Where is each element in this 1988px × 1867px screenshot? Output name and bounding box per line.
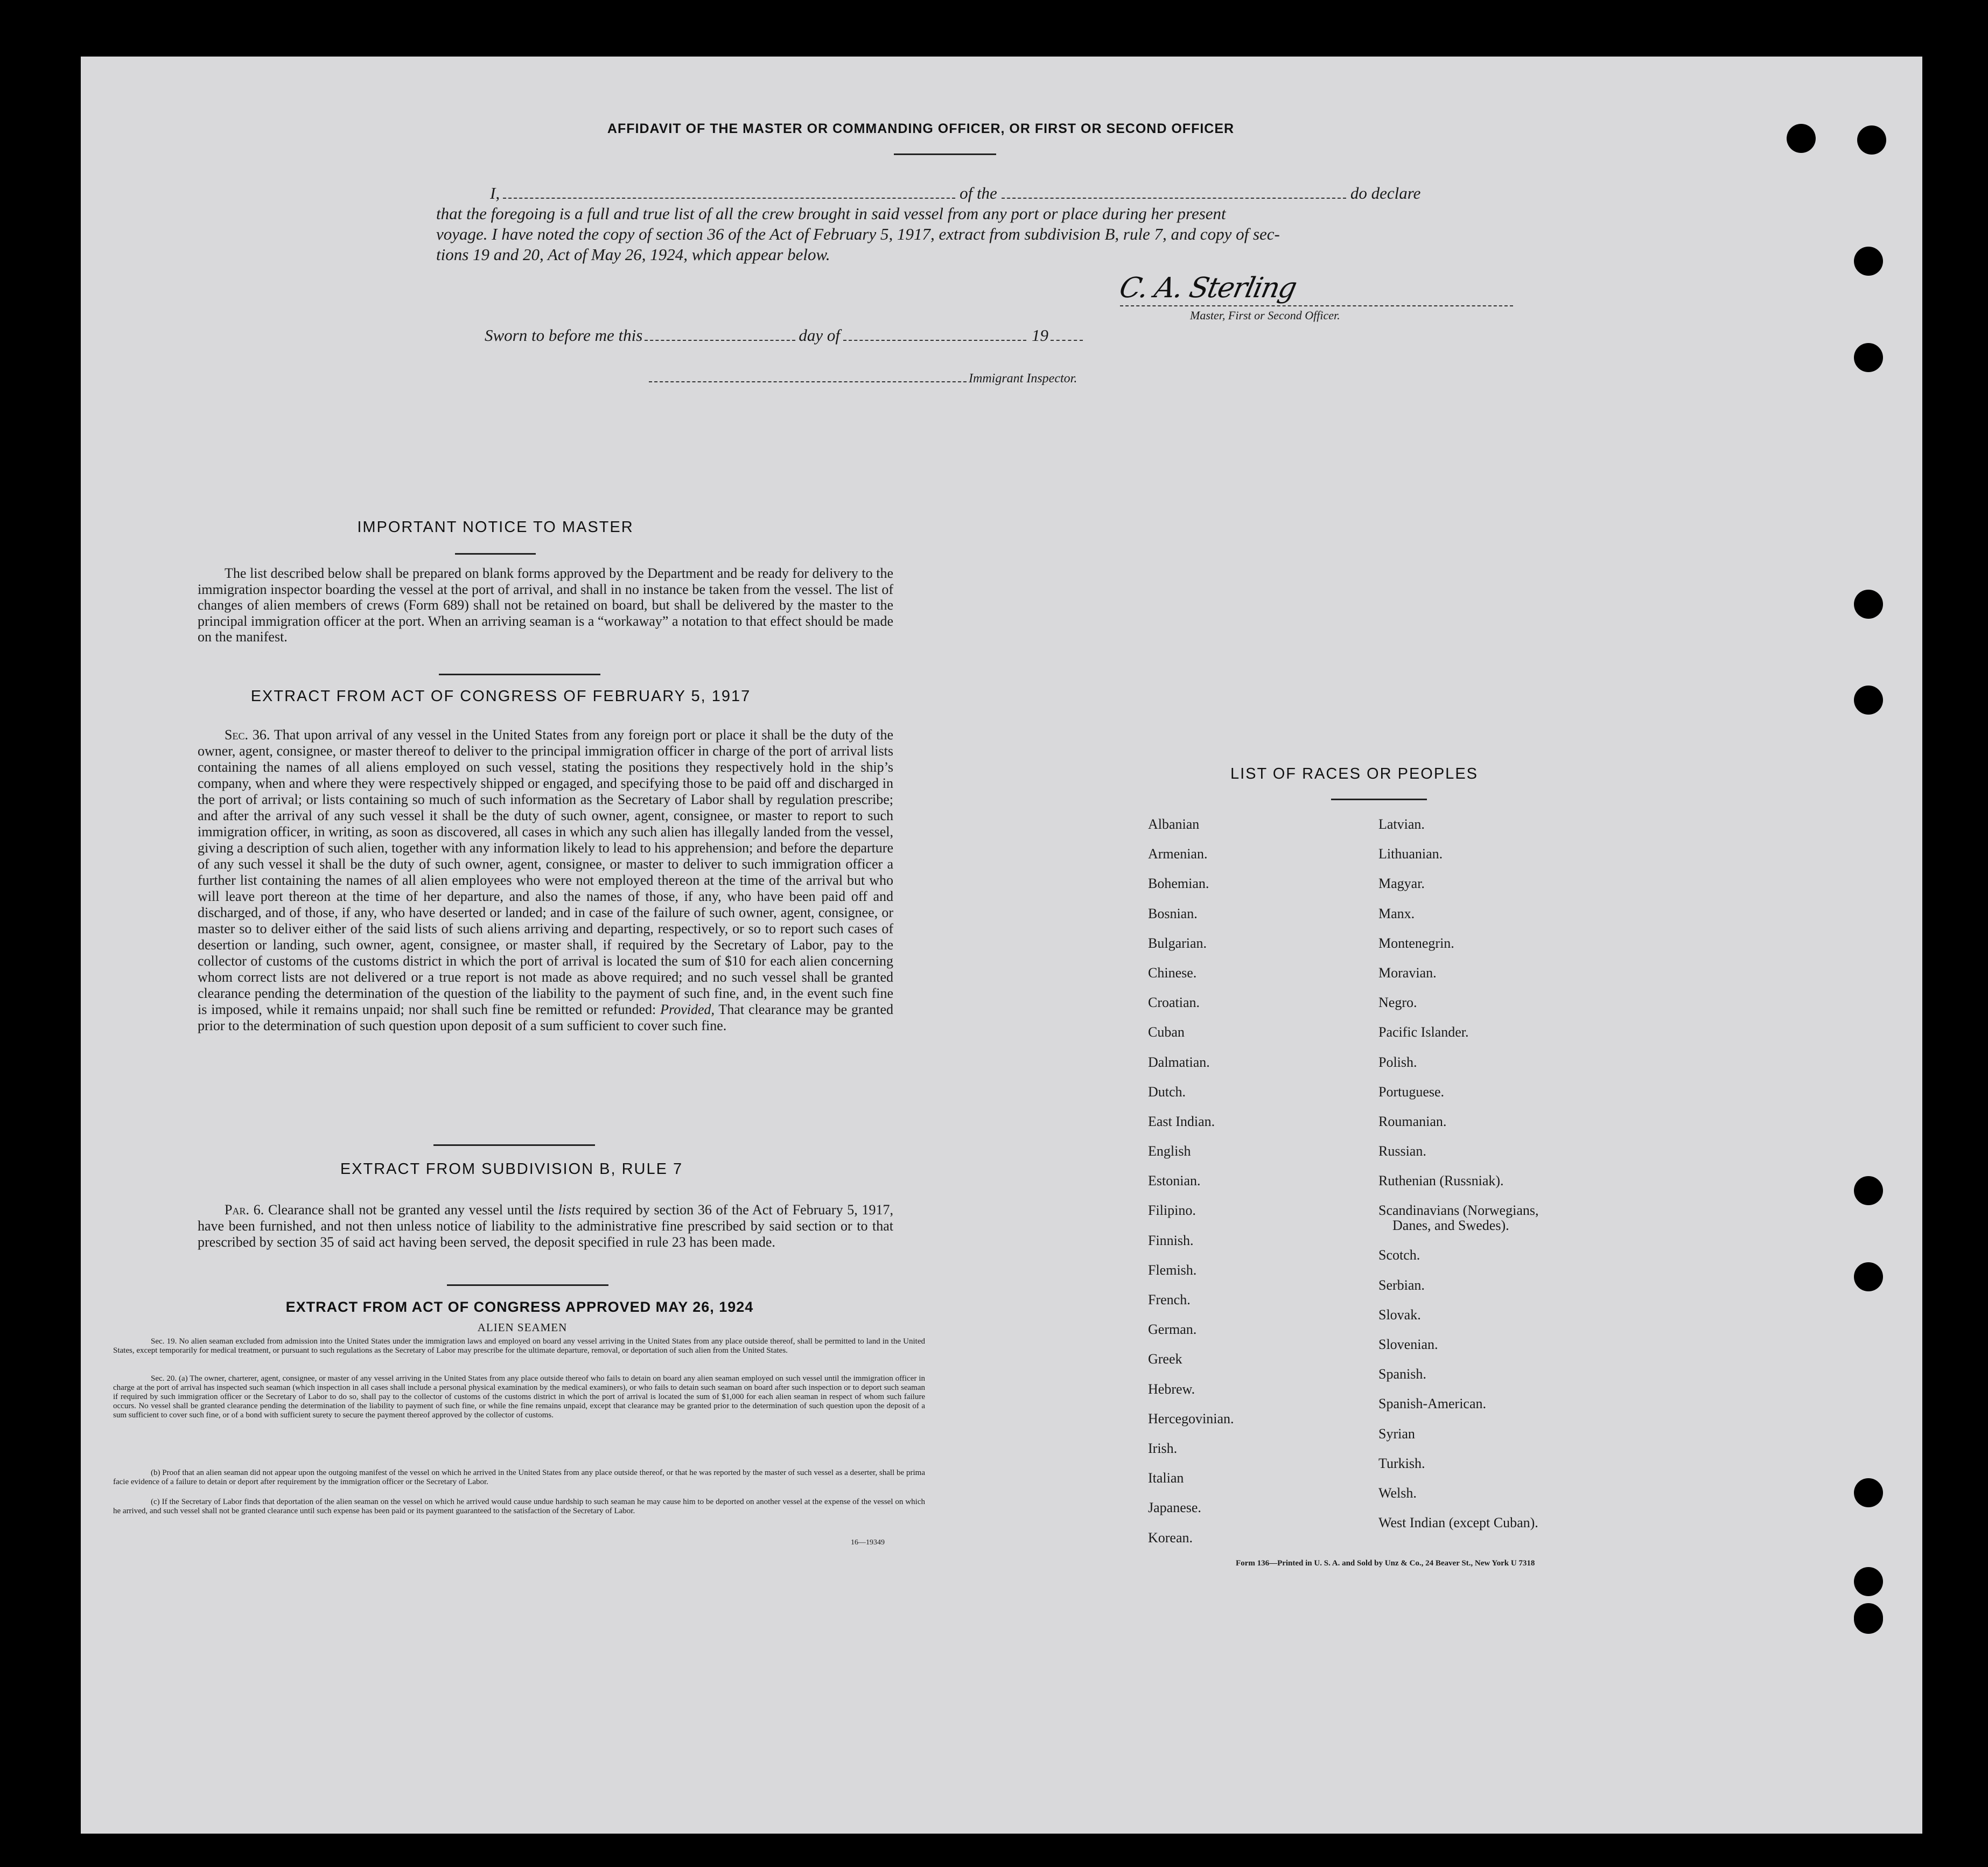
race-item: Negro. — [1378, 995, 1417, 1011]
race-item: English — [1148, 1143, 1191, 1159]
divider — [447, 1284, 608, 1286]
punch-hole — [1854, 343, 1883, 372]
affidavit-i: I, — [490, 184, 500, 202]
sec-36-text-end: That clearance may be granted prior to the determination of such question upon deposit of a sum sufficient to cover such fine. — [198, 1002, 893, 1033]
race-item: Scandinavians (Norwegians, — [1378, 1202, 1539, 1219]
race-item: West Indian (except Cuban). — [1378, 1515, 1538, 1531]
name-blank — [503, 198, 955, 199]
race-item: Pacific Islander. — [1378, 1024, 1469, 1040]
race-item: Finnish. — [1148, 1232, 1194, 1248]
affidavit-title: AFFIDAVIT OF THE MASTER OR COMMANDING OFFICER, OR FIRST OR SECOND OFFICER — [607, 121, 1235, 136]
race-item: Syrian — [1378, 1425, 1415, 1442]
vessel-blank — [1002, 198, 1346, 199]
race-item: Slovenian. — [1378, 1337, 1438, 1352]
race-item: Serbian. — [1378, 1277, 1425, 1293]
extract-1917-body — [198, 727, 893, 1034]
race-item: Latvian. — [1378, 816, 1425, 832]
race-item: Hebrew. — [1148, 1381, 1195, 1397]
race-item: Greek — [1148, 1351, 1182, 1367]
inspector-label: Immigrant Inspector. — [969, 372, 1077, 386]
day-of-text: day of — [799, 326, 840, 345]
punch-hole — [1854, 1176, 1883, 1205]
divider — [1331, 799, 1427, 800]
punch-hole — [1854, 686, 1883, 715]
signature: C. A. Sterling — [1116, 272, 1299, 304]
race-item: Chinese. — [1148, 964, 1197, 981]
race-item: Japanese. — [1148, 1500, 1201, 1516]
affidavit-of-the: of the — [960, 184, 997, 202]
affidavit-line-3: voyage. I have noted the copy of section 36 of the Act of February 5, 1917, extract from subdivision B, rule 7, and copy of sec- — [436, 225, 1280, 243]
race-item: German. — [1148, 1321, 1197, 1338]
affidavit-do-declare: do declare — [1350, 184, 1421, 202]
par-6-label: Par. 6. — [225, 1202, 264, 1218]
day-blank — [645, 340, 795, 341]
extract-rule7-body — [198, 1202, 893, 1250]
sec-36-text: That upon arrival of any vessel in the United States from any foreign port or place it shall be the duty of the owner, agent, consignee, or master thereof to deliver to the principal immigration officer in charge of the port of arrival lists containing the names of all aliens employed on such vessel, stating the positions they respectively hold in the ship’s company, when and where they were respectively shipped or engaged, and specifying those to be paid off and discharged in the port of arrival; or lists containing so much of such information as the Secretary of Labor shall by regulation prescribe; and after the arrival of any such vessel it shall be the duty of such owner, agent, consignee, or master to report to such immigration officer, in writing, as soon as discovered, all cases in which any such alien has illegally landed from the vessel, giving a description of such alien, together with any information likely to lead to his apprehension; and before the departure of any such vessel it shall be the duty of such owner, agent, consignee, or master to deliver to such immigration officer a further list containing the names of all alien employees who were not employed thereon at the time of the arrival but who will leave port thereon at the time of her departure, and also the names of those, if any, who have been paid off and discharged, and of those, if any, who have deserted or landed; and in case of the failure of such owner, agent, consignee, or master so to deliver either of the said lists of such aliens arriving and departing, respectively, or so to report such cases of desertion or landing, such owner, agent, consignee, or master shall, if required by the Secretary of Labor, pay to the collector of customs of the customs district in which the port of arrival is located the sum of $10 for each alien concerning whom correct lists are not delivered or a true report is not made as above required; and no such vessel shall be granted clearance pending the determination of the question of the liability to the payment of such fine, and, in the event such fine is imposed, while it remains unpaid; nor shall such fine be remitted or refunded: — [198, 727, 893, 1017]
punch-hole — [1854, 1262, 1883, 1291]
race-item: Italian — [1148, 1470, 1184, 1486]
race-item: Ruthenian (Russniak). — [1378, 1173, 1504, 1189]
sworn-text: Sworn to before me this — [485, 326, 643, 345]
race-item: Hercegovinian. — [1148, 1410, 1234, 1427]
race-item: Portuguese. — [1378, 1083, 1445, 1100]
race-item: Manx. — [1378, 905, 1415, 921]
races-column-2 — [1378, 809, 1702, 1537]
punch-hole — [1854, 247, 1883, 276]
race-item: Montenegrin. — [1378, 935, 1454, 951]
sworn-line — [485, 326, 1083, 345]
race-item: Cuban — [1148, 1024, 1185, 1040]
race-item: Dutch. — [1148, 1083, 1186, 1100]
month-blank — [843, 340, 1026, 341]
race-item: Roumanian. — [1378, 1113, 1447, 1129]
divider — [894, 153, 996, 155]
year-prefix: 19 — [1031, 326, 1048, 345]
inspector-blank — [649, 381, 967, 382]
race-item: Filipino. — [1148, 1202, 1196, 1219]
race-item: Spanish-American. — [1378, 1396, 1487, 1412]
race-item: French. — [1148, 1292, 1191, 1307]
race-item: Lithuanian. — [1378, 846, 1443, 862]
sec-19-text: Sec. 19. No alien seaman excluded from admission into the United States under the immigration laws and employed on board any vessel arriving in the United States from any place outside thereof, shall be permitted to land in the United States, except temporarily for medical treatment, or pursuant to such regulations as the Secretary of Labor may prescribe for the ultimate departure, removal, or deportation of such alien from the United States. — [113, 1337, 925, 1355]
affidavit-line-4: tions 19 and 20, Act of May 26, 1924, which appear below. — [436, 245, 830, 264]
affidavit-line-2: that the foregoing is a full and true list of all the crew brought in said vessel from any port or place during her present — [436, 204, 1226, 223]
divider — [455, 553, 536, 555]
sec-20b-text: (b) Proof that an alien seaman did not appear upon the outgoing manifest of the vessel on which he arrived in the United States from any place outside thereof, or that he was reported by the master of such vessel as a deserter, shall be prima facie evidence of a failure to detain or deport after requirement by the immigration officer or the Secretary of Labor. — [113, 1469, 925, 1486]
race-item: Bulgarian. — [1148, 935, 1207, 951]
form-code: 16—19349 — [851, 1539, 885, 1547]
notice-title: IMPORTANT NOTICE TO MASTER — [357, 519, 634, 536]
lists-word: lists — [558, 1202, 581, 1218]
divider — [439, 674, 600, 675]
sec-20c-text: (c) If the Secretary of Labor finds that deportation of the alien seaman on the vessel on which he arrived would cause undue hardship to such seaman he may cause him to be deported on another vessel at the expense of the vessel on which he arrived, and such vessel shall not be granted clearance until such expense has been paid or its payment guaranteed to the satisfaction of the Secretary of Labor. — [113, 1498, 925, 1515]
extract-1924-title: EXTRACT FROM ACT OF CONGRESS APPROVED MAY 26, 1924 — [285, 1299, 754, 1315]
sec-36-label: Sec. 36. — [225, 727, 270, 743]
punch-hole — [1787, 124, 1816, 153]
race-item: Slovak. — [1378, 1306, 1421, 1323]
race-item: Croatian. — [1148, 995, 1200, 1011]
notice-body: The list described below shall be prepared on blank forms approved by the Department and be ready for delivery to the immigration inspector boarding the vessel at the port of arrival, and shall in no instance be taken from the vessel. The list of changes of alien members of crews (Form 689) shall not be retained on board, but shall be delivered by the master to the principal immigration officer at the port. When an arriving seaman is a “workaway” a notation to that effect should be made on the manifest. — [198, 565, 893, 645]
extract-1924-subtitle: ALIEN SEAMEN — [477, 1321, 568, 1334]
punch-hole — [1857, 125, 1886, 155]
race-item: Albanian — [1148, 816, 1200, 832]
par-6-text-b: required by section 36 of the Act of February 5, 1917, have been furnished, and not then unless notice of liability to the administrative fine prescribed by said section or to that prescribed by section 35 of said act having been served, the deposit specified in rule 23 has been made. — [198, 1202, 894, 1250]
race-item: Flemish. — [1148, 1262, 1197, 1278]
race-item: Moravian. — [1378, 964, 1437, 981]
printer-footer: Form 136—Printed in U. S. A. and Sold by Unz & Co., 24 Beaver St., New York U 7318 — [1236, 1559, 1535, 1568]
divider — [433, 1144, 595, 1146]
race-item: Polish. — [1378, 1054, 1417, 1070]
races-title: LIST OF RACES OR PEOPLES — [1230, 765, 1479, 782]
provided-word: Provided, — [660, 1002, 715, 1017]
race-item: Bosnian. — [1148, 905, 1198, 921]
race-item: Spanish. — [1378, 1366, 1426, 1382]
race-item: Turkish. — [1378, 1455, 1425, 1471]
affidavit-body — [436, 183, 1459, 265]
race-item: Bohemian. — [1148, 876, 1209, 892]
race-item: Estonian. — [1148, 1173, 1201, 1189]
race-item: Danes, and Swedes). — [1392, 1218, 1509, 1234]
signature-label: Master, First or Second Officer. — [1190, 309, 1340, 322]
signature-line — [1120, 305, 1513, 306]
punch-hole — [1854, 590, 1883, 619]
punch-hole — [1854, 1603, 1883, 1632]
race-item: Korean. — [1148, 1529, 1193, 1546]
year-blank — [1051, 340, 1083, 341]
race-item: Dalmatian. — [1148, 1054, 1210, 1070]
inspector-line — [649, 372, 1077, 386]
punch-hole — [1854, 1478, 1883, 1507]
races-column-1 — [1148, 809, 1363, 1553]
affidavit-line-1 — [436, 183, 1459, 204]
extract-1917-title: EXTRACT FROM ACT OF CONGRESS OF FEBRUARY 5, 1917 — [250, 688, 751, 705]
document-page — [81, 57, 1922, 1834]
race-item: Welsh. — [1378, 1485, 1417, 1501]
race-item: Irish. — [1148, 1440, 1178, 1456]
extract-rule7-title: EXTRACT FROM SUBDIVISION B, RULE 7 — [340, 1160, 683, 1178]
par-6-text-a: Clearance shall not be granted any vessel until the — [268, 1202, 555, 1218]
race-item: East Indian. — [1148, 1113, 1215, 1129]
race-item: Armenian. — [1148, 846, 1208, 862]
race-item: Magyar. — [1378, 876, 1425, 892]
race-item: Scotch. — [1378, 1247, 1420, 1263]
race-item: Russian. — [1378, 1143, 1426, 1159]
punch-hole — [1854, 1567, 1883, 1596]
sec-20a-text: Sec. 20. (a) The owner, charterer, agent, consignee, or master of any vessel arriving in the United States from any place outside thereof who fails to detain on board any alien seaman employed on such vessel until the immigration officer in charge at the port of arrival has inspected such seaman (which inspection in all cases shall include a personal physical examination by the medical examiners), or who fails to detain such seaman on board after such inspection or to deport such seaman if required by such immigration officer or the Secretary of Labor to do so, shall pay to the collector of customs of the customs district in which the port of arrival is located the sum of $1,000 for each alien seaman in respect of whom such failure occurs. No vessel shall be granted clearance pending the determination of the liability to payment of such fine, or while the fine remains unpaid, except that clearance may be granted prior to the determination of such question upon the deposit of a sum sufficient to cover such fine, or of a bond with sufficient surety to secure the payment thereof approved by the collector of customs. — [113, 1374, 925, 1420]
